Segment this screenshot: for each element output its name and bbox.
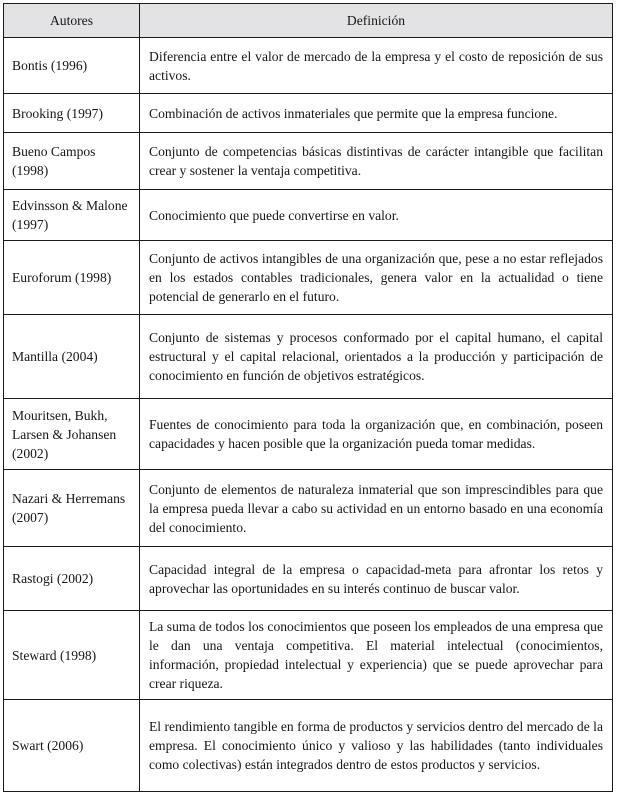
cell-autor: Bontis (1996)	[4, 38, 140, 94]
table-row	[4, 470, 613, 547]
table-row	[4, 241, 613, 315]
cell-autor: Mouritsen, Bukh, Larsen & Johansen (2002)	[4, 399, 140, 470]
cell-autor: Edvinsson & Malone (1997)	[4, 190, 140, 241]
cell-autor: Euroforum (1998)	[4, 241, 140, 315]
cell-definicion: La suma de todos los conocimientos que poseen los empleados de una empresa que le dan una ventaja competitiva. El material intelectual (conocimientos, información, propiedad intelectual y experiencia) que se puede aprovechar para crear riqueza.	[140, 611, 613, 700]
table-row	[4, 547, 613, 611]
table-row	[4, 190, 613, 241]
cell-definicion: El rendimiento tangible en forma de productos y servicios dentro del mercado de la empresa. El conocimiento único y valioso y las habilidades (tanto individuales como colectivas) están integrados dentro de estos productos y servicios.	[140, 700, 613, 792]
cell-autor: Swart (2006)	[4, 700, 140, 792]
cell-definicion: Conjunto de sistemas y procesos conformado por el capital humano, el capital estructural y el capital relacional, orientados a la producción y participación de conocimiento en función de objetivos estratégicos.	[140, 315, 613, 399]
table-row	[4, 94, 613, 133]
definitions-table	[3, 3, 613, 792]
table-body	[4, 38, 613, 792]
table-row	[4, 133, 613, 190]
table-row	[4, 38, 613, 94]
cell-definicion: Diferencia entre el valor de mercado de la empresa y el costo de reposición de sus activos.	[140, 38, 613, 94]
table-row	[4, 399, 613, 470]
cell-autor: Brooking (1997)	[4, 94, 140, 133]
cell-autor: Bueno Campos (1998)	[4, 133, 140, 190]
cell-definicion: Conjunto de elementos de naturaleza inmaterial que son imprescindibles para que la empresa pueda llevar a cabo su actividad en un entorno basado en una economía del conocimiento.	[140, 470, 613, 547]
cell-definicion: Conjunto de competencias básicas distintivas de carácter intangible que facilitan crear y sostener la ventaja competitiva.	[140, 133, 613, 190]
table-header-row	[4, 4, 613, 38]
cell-autor: Nazari & Herremans (2007)	[4, 470, 140, 547]
table-row	[4, 611, 613, 700]
cell-definicion: Conocimiento que puede convertirse en valor.	[140, 190, 613, 241]
column-header-autores: Autores	[4, 4, 140, 38]
cell-autor: Steward (1998)	[4, 611, 140, 700]
cell-autor: Rastogi (2002)	[4, 547, 140, 611]
column-header-definicion: Definición	[140, 4, 613, 38]
table-row	[4, 700, 613, 792]
cell-autor: Mantilla (2004)	[4, 315, 140, 399]
cell-definicion: Fuentes de conocimiento para toda la organización que, en combinación, poseen capacidades y hacen posible que la organización pueda tomar medidas.	[140, 399, 613, 470]
cell-definicion: Conjunto de activos intangibles de una organización que, pese a no estar reflejados en los estados contables tradicionales, genera valor en la actualidad o tiene potencial de generarlo en el futuro.	[140, 241, 613, 315]
cell-definicion: Combinación de activos inmateriales que permite que la empresa funcione.	[140, 94, 613, 133]
table-header	[4, 4, 613, 38]
table-row	[4, 315, 613, 399]
cell-definicion: Capacidad integral de la empresa o capacidad-meta para afrontar los retos y aprovechar las oportunidades en su interés continuo de buscar valor.	[140, 547, 613, 611]
